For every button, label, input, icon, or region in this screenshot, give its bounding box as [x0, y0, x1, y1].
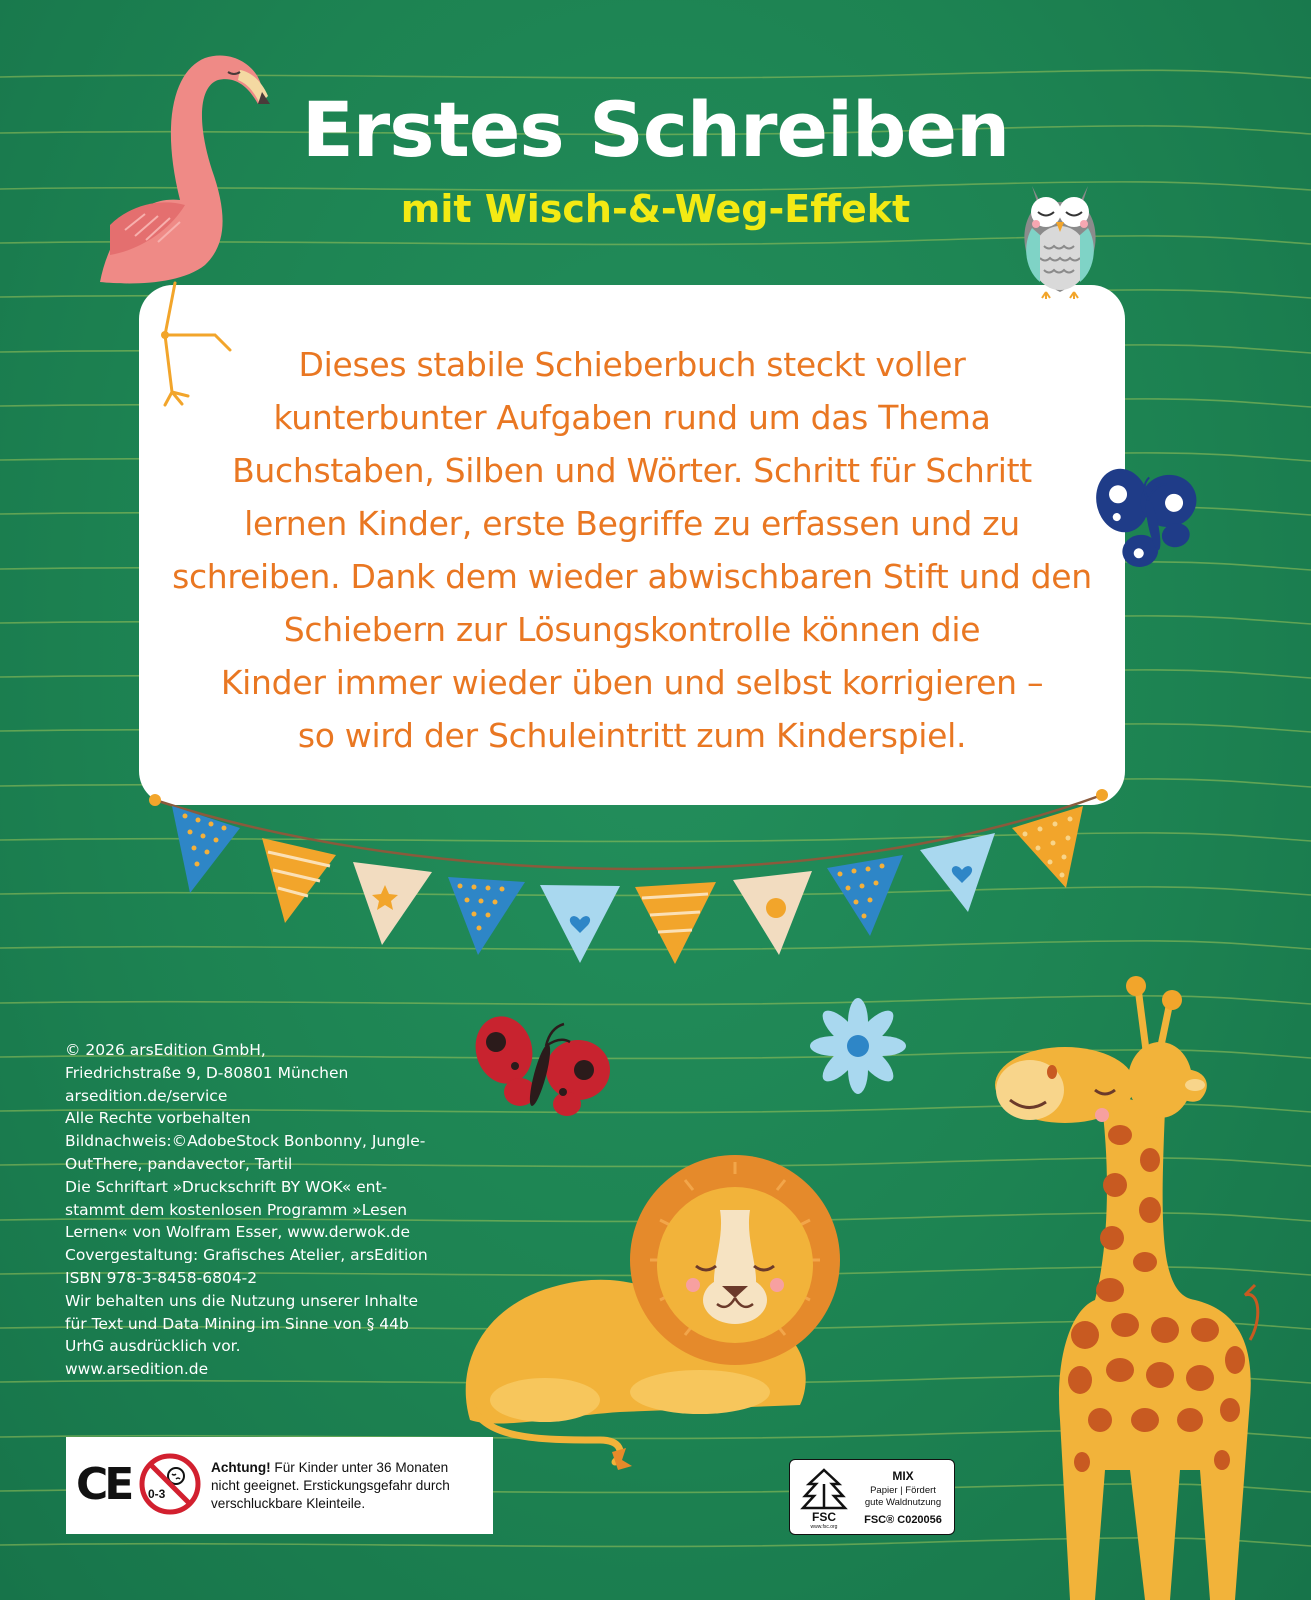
- fsc-tree-icon: [795, 1464, 853, 1530]
- imprint-line: Lernen« von Wolfram Esser, www.derwok.de: [65, 1223, 410, 1242]
- safety-warning-label: [66, 1437, 493, 1534]
- imprint-line: Friedrichstraße 9, D-80801 München: [65, 1063, 349, 1082]
- fsc-mix: MIX: [892, 1469, 914, 1483]
- fsc-site: www.fsc.org: [810, 1524, 838, 1530]
- description-line: Dieses stabile Schieberbuch steckt voller: [298, 345, 966, 384]
- imprint-line: UrhG ausdrücklich vor.: [65, 1337, 241, 1356]
- imprint-line: arsedition.de/service: [65, 1086, 228, 1105]
- imprint-line: Die Schriftart »Druckschrift BY WOK« ent-: [65, 1177, 388, 1196]
- description-line: lernen Kinder, erste Begriffe zu erfassen und zu: [244, 504, 1020, 543]
- fsc-logo-text: FSC: [812, 1510, 836, 1524]
- age-label: 0-3: [148, 1487, 166, 1501]
- description-line: so wird der Schuleintritt zum Kinderspiel.: [297, 716, 967, 755]
- imprint-line: stammt dem kostenlosen Programm »Lesen: [65, 1200, 408, 1219]
- owl-illustration: [1024, 186, 1095, 299]
- imprint-line: © 2026 arsEdition GmbH,: [65, 1041, 266, 1059]
- description-line: kunterbunter Aufgaben rund um das Thema: [273, 398, 991, 437]
- blue-flower-illustration: [810, 998, 906, 1094]
- lion-illustration: [466, 1155, 840, 1470]
- fsc-description: [854, 1485, 952, 1509]
- warning-line: [211, 1459, 486, 1477]
- fsc-desc-line-2: gute Waldnutzung: [864, 1497, 942, 1508]
- imprint-line: für Text und Data Mining im Sinne von § 44b: [65, 1314, 409, 1333]
- ce-mark: CE: [76, 1459, 131, 1510]
- warning-line-3: verschluckbare Kleinteile.: [211, 1496, 366, 1511]
- imprint-line: ISBN 978-3-8458-6804-2: [65, 1268, 258, 1287]
- warning-line-1: Für Kinder unter 36 Monaten: [270, 1460, 449, 1475]
- bunting-flags: [149, 789, 1108, 964]
- imprint-line: Alle Rechte vorbehalten: [65, 1109, 251, 1128]
- description-line: Schiebern zur Lösungskontrolle können die: [283, 610, 981, 649]
- age-restriction-icon: [138, 1452, 202, 1516]
- book-subtitle: mit Wisch-&-Weg-Effekt: [400, 187, 911, 231]
- imprint-line: Covergestaltung: Grafisches Atelier, arsEdition: [65, 1246, 428, 1265]
- warning-bold: Achtung!: [211, 1460, 271, 1475]
- imprint: [65, 1039, 465, 1381]
- imprint-line: www.arsedition.de: [65, 1360, 209, 1379]
- description-line: Kinder immer wieder üben und selbst korrigieren –: [220, 663, 1044, 702]
- red-butterfly-illustration: [468, 1010, 610, 1116]
- warning-text: [211, 1459, 486, 1513]
- giraffe-illustration: [995, 976, 1258, 1600]
- description-line: Buchstaben, Silben und Wörter. Schritt für Schritt: [232, 451, 1032, 490]
- book-title: Erstes Schreiben: [301, 85, 1010, 174]
- imprint-line: Wir behalten uns die Nutzung unserer Inhalte: [65, 1291, 419, 1310]
- blue-butterfly-illustration: [1090, 454, 1208, 573]
- fsc-desc-line-1: Papier | Fördert: [870, 1485, 936, 1496]
- fsc-label: [789, 1459, 955, 1535]
- imprint-line: Bildnachweis:©AdobeStock Bonbonny, Jungle-: [65, 1132, 426, 1151]
- fsc-code: FSC® C020056: [864, 1514, 942, 1526]
- imprint-line: OutThere, pandavector, Tartil: [65, 1154, 293, 1173]
- description-line: schreiben. Dank dem wieder abwischbaren Stift und den: [172, 557, 1092, 596]
- warning-line-2: nicht geeignet. Erstickungsgefahr durch: [211, 1478, 450, 1493]
- flamingo-illustration: [100, 56, 270, 405]
